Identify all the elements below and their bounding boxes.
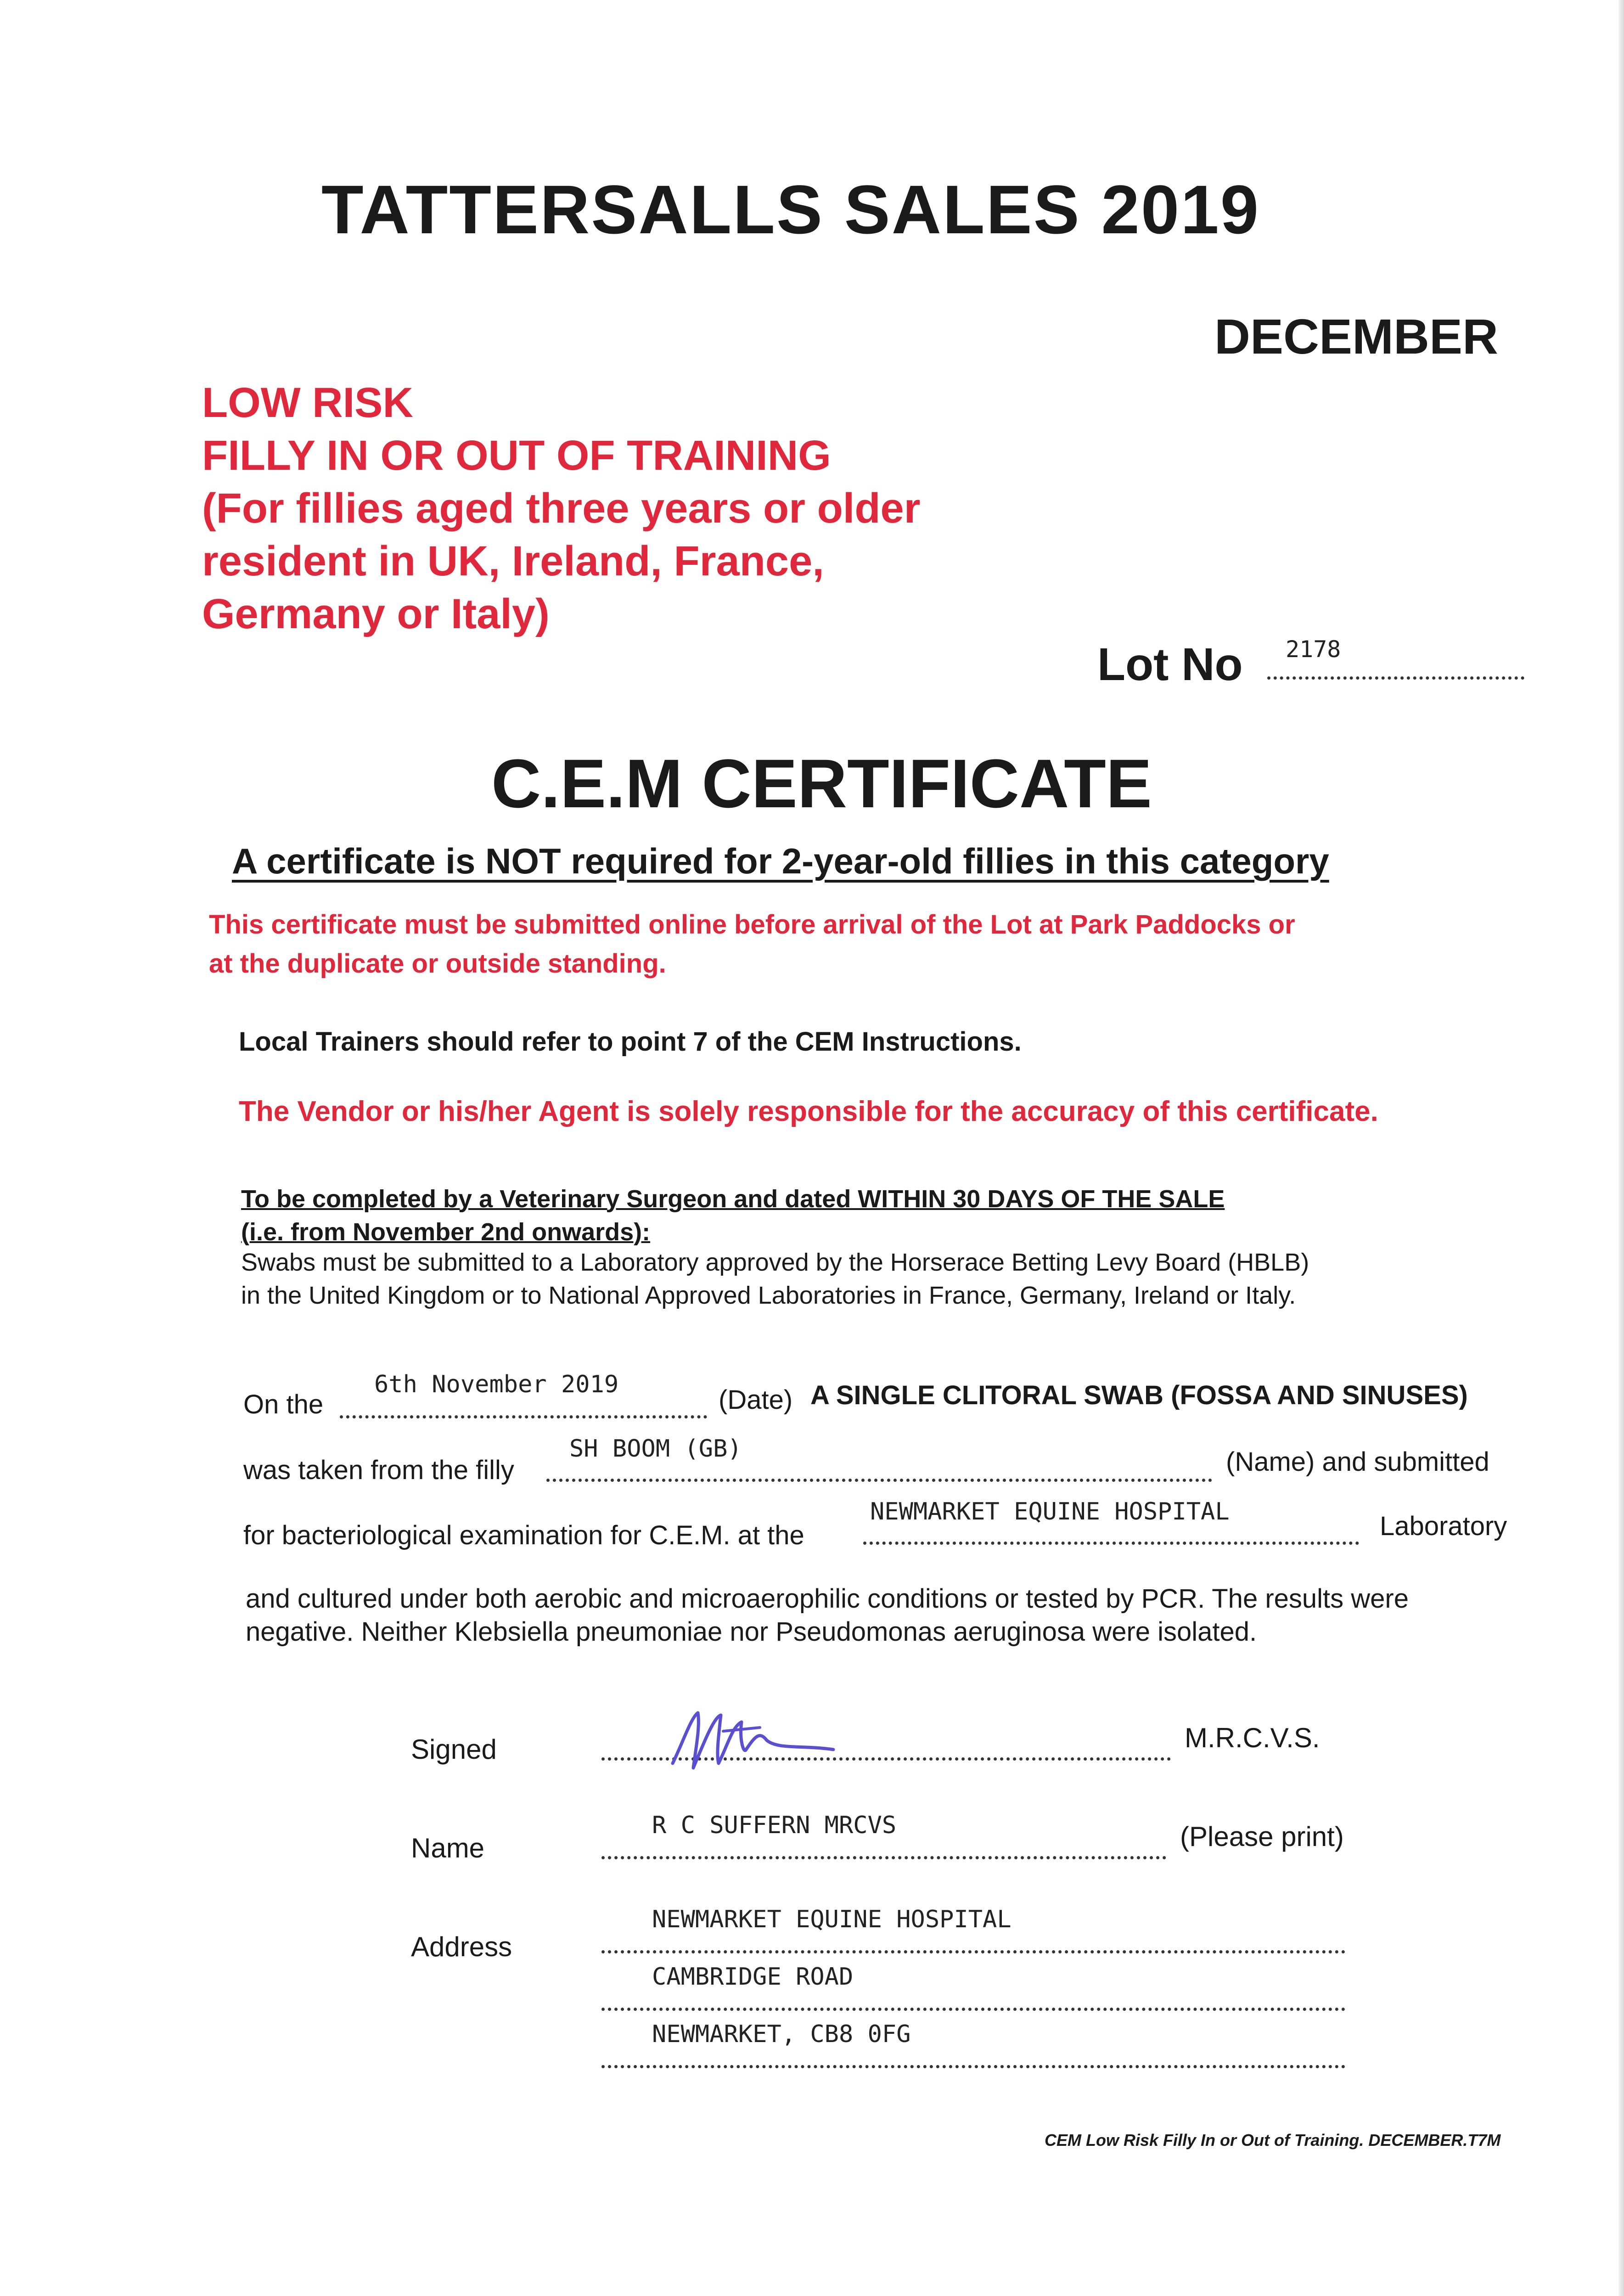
name-label: Name <box>411 1833 485 1863</box>
category-line-5: Germany or Italy) <box>202 591 550 637</box>
date-value: 6th November 2019 <box>374 1371 619 1398</box>
laboratory-value: NEWMARKET EQUINE HOSPITAL <box>870 1498 1230 1525</box>
online-submission-line-1: This certificate must be submitted online before arrival of the Lot at Park Paddocks or <box>209 910 1295 940</box>
swab-description: A SINGLE CLITORAL SWAB (FOSSA AND SINUSES) <box>810 1380 1468 1410</box>
category-line-2: FILLY IN OR OUT OF TRAINING <box>202 432 831 479</box>
address-line-2-value: CAMBRIDGE ROAD <box>652 1963 854 1991</box>
online-submission-line-2: at the duplicate or outside standing. <box>209 949 666 979</box>
on-the-label: On the <box>243 1390 324 1419</box>
name-suffix: (Name) and submitted <box>1226 1447 1489 1477</box>
swabs-instruction-line-1: Swabs must be submitted to a Laboratory approved by the Horserace Betting Levy Board (HBLB) <box>241 1249 1309 1276</box>
completion-instruction-line-2: (i.e. from November 2nd onwards): <box>241 1218 651 1246</box>
cultured-line-1: and cultured under both aerobic and microaerophilic conditions or tested by PCR. The results were <box>246 1584 1409 1614</box>
mrcvs-suffix: M.R.C.V.S. <box>1185 1722 1320 1753</box>
completion-instruction-line-1: To be completed by a Veterinary Surgeon and dated WITHIN 30 DAYS OF THE SALE <box>241 1185 1225 1213</box>
filly-name-value: SH BOOM (GB) <box>569 1435 742 1463</box>
address-line-3-value: NEWMARKET, CB8 0FG <box>652 2020 911 2048</box>
address-line-1-value: NEWMARKET EQUINE HOSPITAL <box>652 1906 1011 1933</box>
laboratory-suffix: Laboratory <box>1380 1511 1507 1541</box>
please-print-note: (Please print) <box>1180 1821 1344 1852</box>
cultured-line-2: negative. Neither Klebsiella pneumoniae nor Pseudomonas aeruginosa were isolated. <box>246 1617 1257 1647</box>
lot-number-value: 2178 <box>1286 636 1341 663</box>
certificate-title: C.E.M CERTIFICATE <box>491 745 1152 822</box>
printed-name-value: R C SUFFERN MRCVS <box>652 1812 897 1839</box>
address-label: Address <box>411 1931 512 1962</box>
form-reference-footer: CEM Low Risk Filly In or Out of Training. DECEMBER.T7M <box>1045 2131 1501 2150</box>
signed-label: Signed <box>411 1734 497 1765</box>
handwritten-signature <box>663 1699 838 1782</box>
swabs-instruction-line-2: in the United Kingdom or to National Approved Laboratories in France, Germany, Ireland or Italy. <box>241 1282 1296 1309</box>
vendor-responsibility-note: The Vendor or his/her Agent is solely responsible for the accuracy of this certificate. <box>239 1096 1378 1127</box>
date-suffix: (Date) <box>719 1385 793 1415</box>
lot-label: Lot No <box>1097 639 1243 690</box>
bacteriological-label: for bacteriological examination for C.E.M. at the <box>243 1520 804 1550</box>
page-edge-shadow <box>1618 0 1624 2296</box>
not-required-note: A certificate is NOT required for 2-year-old fillies in this category <box>232 841 1329 881</box>
sale-month: DECEMBER <box>1214 309 1499 364</box>
category-line-3: (For fillies aged three years or older <box>202 485 921 532</box>
category-line-1: LOW RISK <box>202 379 413 426</box>
page-title: TATTERSALLS SALES 2019 <box>321 171 1260 248</box>
taken-from-label: was taken from the filly <box>243 1455 514 1485</box>
category-line-4: resident in UK, Ireland, France, <box>202 538 824 585</box>
local-trainers-note: Local Trainers should refer to point 7 of the CEM Instructions. <box>239 1027 1022 1057</box>
